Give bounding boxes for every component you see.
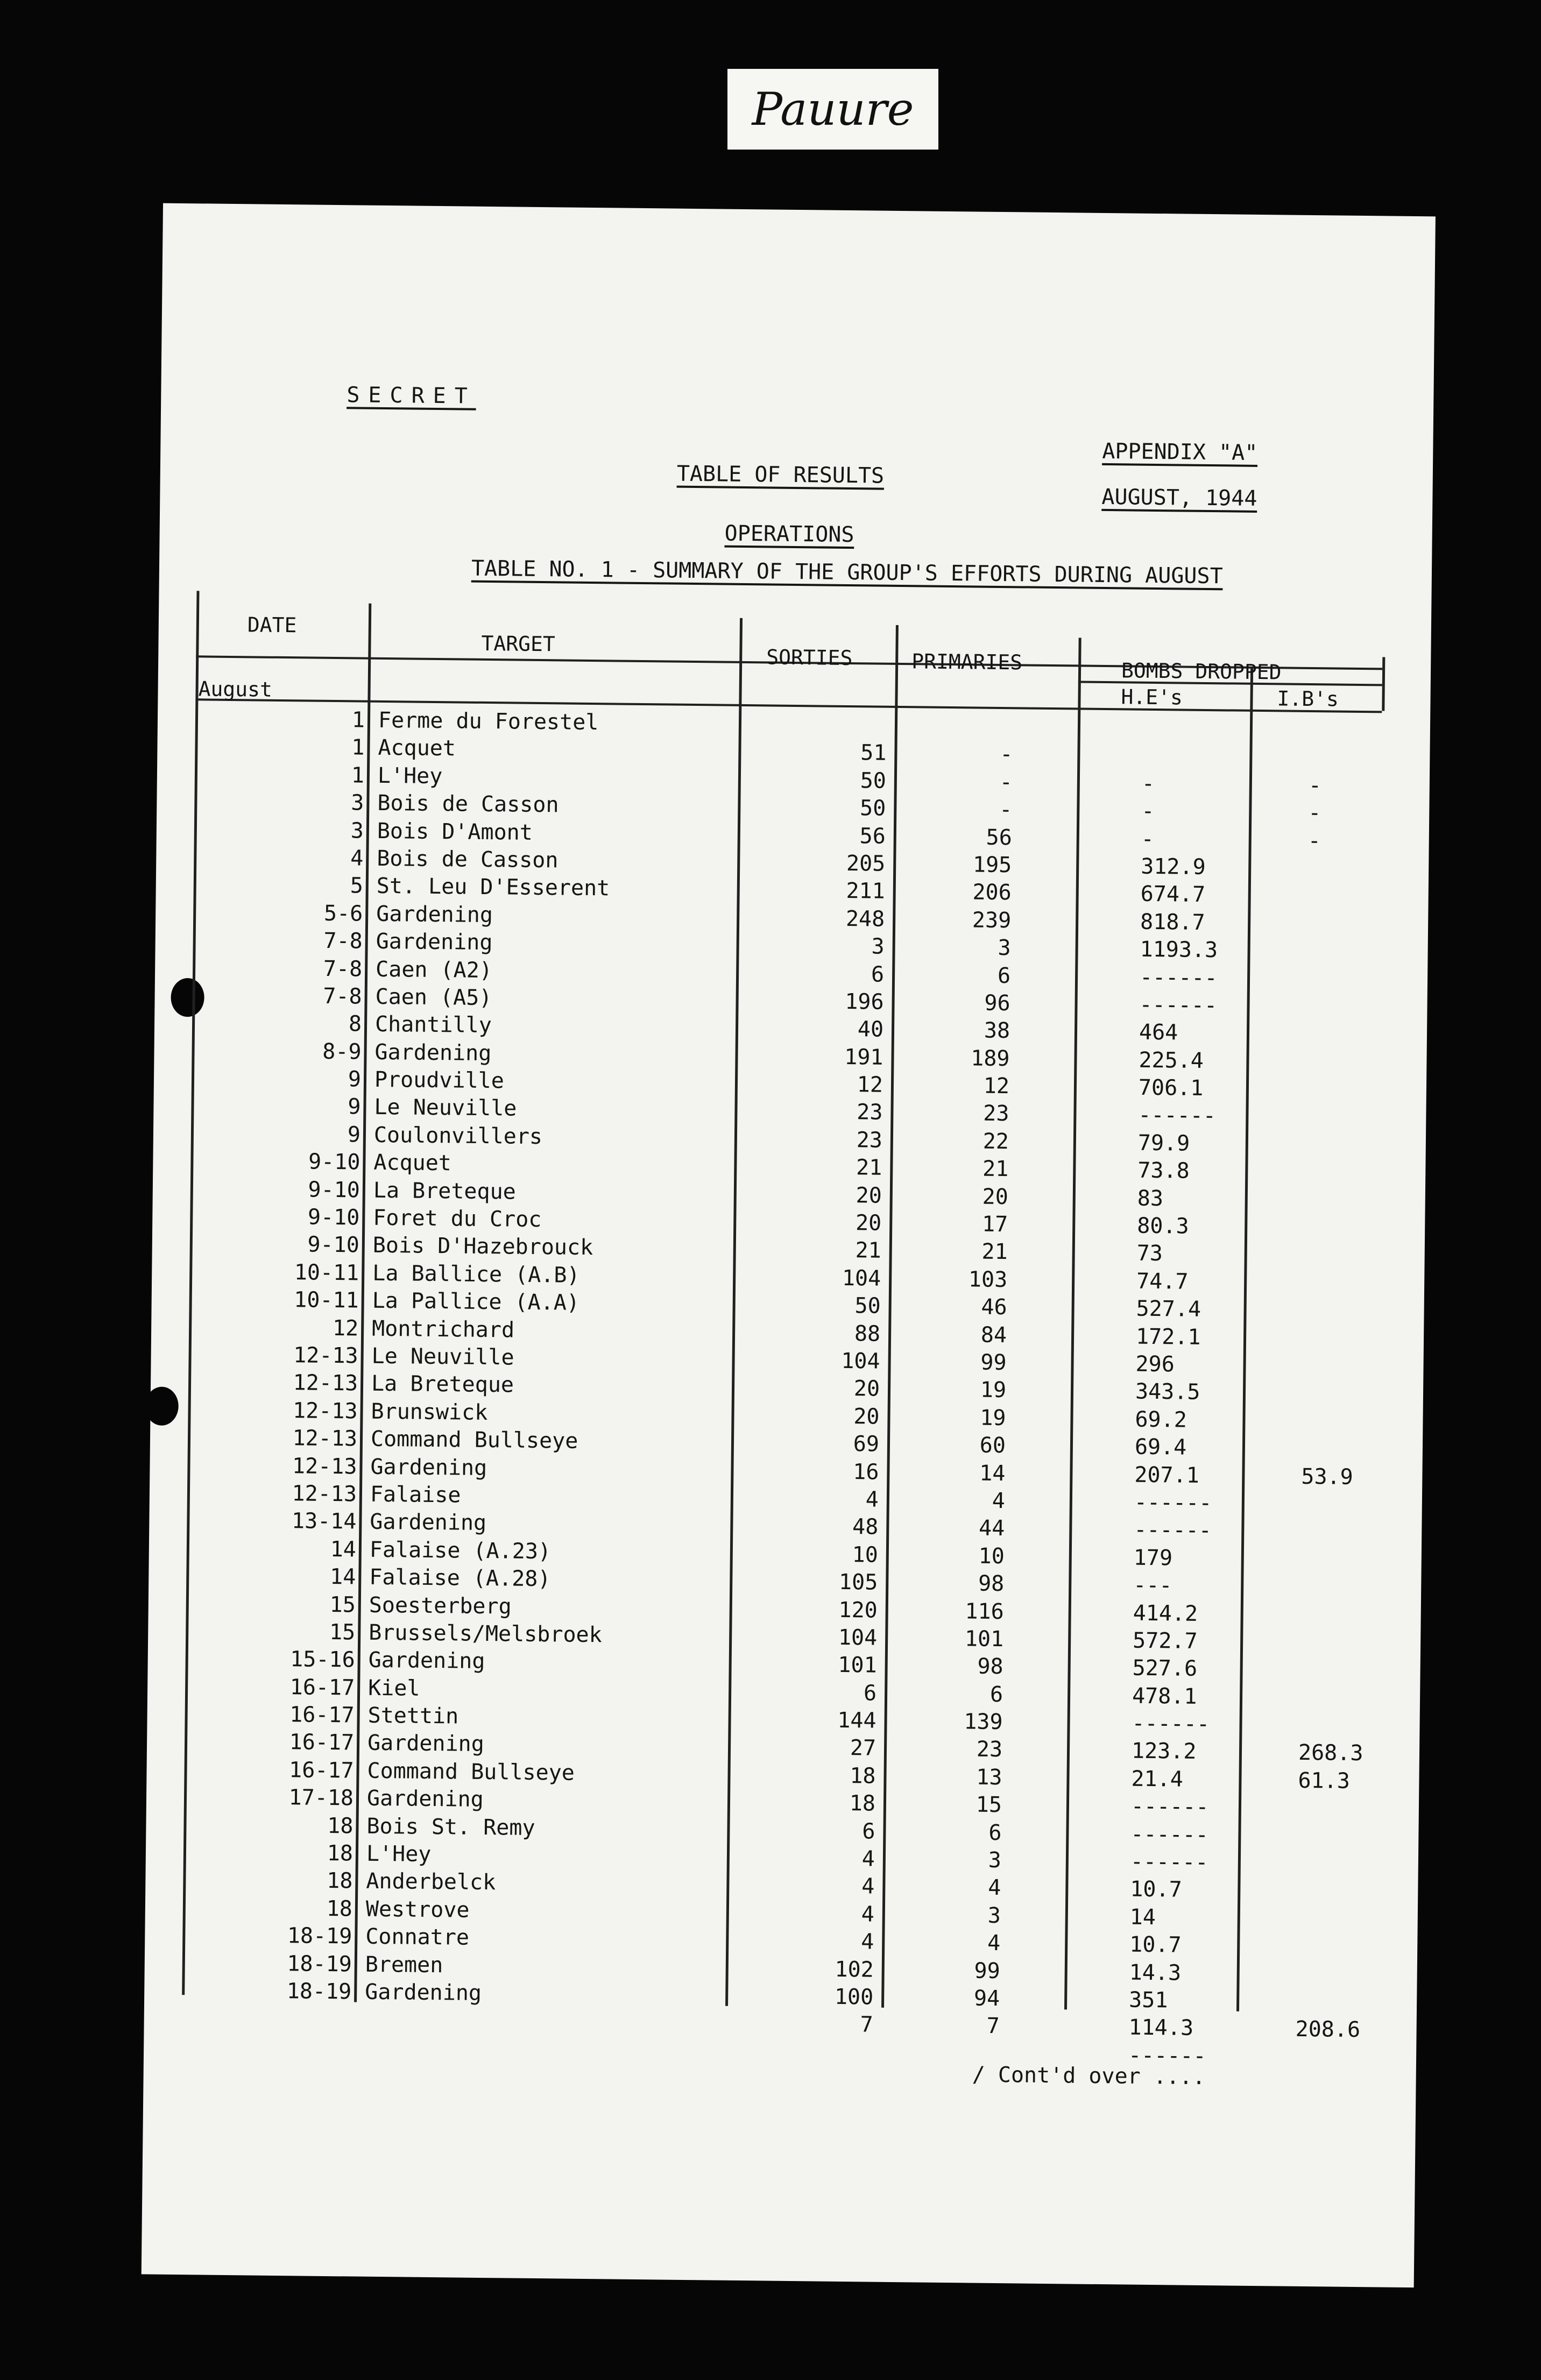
target-cell: Bois D'Amont: [377, 818, 533, 845]
target-cell: Gardening: [366, 1786, 484, 1812]
target-cell: Gardening: [370, 1510, 487, 1536]
primaries-cell: 46: [981, 1294, 1007, 1320]
sorties-cell: 51: [860, 740, 887, 766]
target-cell: Gardening: [374, 1039, 492, 1066]
he-cell: ------: [1132, 1711, 1210, 1737]
primaries-cell: 6: [988, 1820, 1002, 1845]
sorties-cell: 88: [854, 1321, 881, 1347]
sorties-cell: 50: [854, 1293, 881, 1319]
date-cell: 12-13: [292, 1426, 358, 1451]
header-primaries: PRIMARIES: [911, 649, 1023, 675]
sorties-cell: 27: [850, 1736, 876, 1761]
he-cell: 172.1: [1135, 1324, 1201, 1350]
primaries-cell: 3: [998, 936, 1011, 961]
sorties-cell: 21: [855, 1238, 881, 1264]
date-cell: 8: [348, 1011, 362, 1037]
primaries-cell: 103: [968, 1267, 1008, 1292]
he-cell: 674.7: [1140, 882, 1206, 908]
sorties-cell: 16: [853, 1459, 879, 1485]
ib-cell: -: [1308, 773, 1322, 798]
ib-cell: 268.3: [1298, 1740, 1363, 1766]
sorties-cell: 20: [853, 1376, 880, 1402]
ib-cell: 208.6: [1295, 2017, 1361, 2043]
date-cell: 18: [327, 1840, 354, 1866]
sorties-cell: 144: [837, 1708, 876, 1733]
primaries-cell: 239: [972, 908, 1012, 933]
primaries-cell: 139: [964, 1709, 1003, 1735]
primaries-cell: 116: [965, 1598, 1004, 1624]
primaries-cell: 7: [986, 2014, 1000, 2039]
primaries-cell: 23: [976, 1737, 1003, 1762]
date-cell: 14: [329, 1564, 356, 1590]
he-cell: ------: [1134, 1490, 1212, 1516]
target-cell: Le Neuville: [371, 1343, 514, 1370]
target-cell: Command Bullseye: [367, 1758, 575, 1786]
date-cell: 16-17: [288, 1758, 354, 1783]
classification-marking: SECRET: [347, 382, 477, 409]
date-cell: 18: [327, 1813, 354, 1839]
date-cell: 1: [351, 763, 365, 788]
primaries-cell: 19: [980, 1378, 1007, 1403]
date-cell: 18: [327, 1868, 353, 1894]
sorties-cell: 40: [857, 1017, 884, 1043]
target-cell: Montrichard: [371, 1316, 515, 1343]
sorties-cell: 4: [865, 1487, 879, 1512]
table-title: TABLE NO. 1 - SUMMARY OF THE GROUP'S EFFORTS DURING AUGUST: [471, 556, 1223, 589]
sorties-cell: 56: [859, 823, 886, 849]
primaries-cell: 14: [979, 1461, 1006, 1486]
file-tag: [727, 69, 938, 150]
date-cell: 16-17: [289, 1702, 355, 1728]
primaries-cell: -: [999, 769, 1013, 795]
header-ib: I.B's: [1277, 686, 1339, 711]
he-cell: 351: [1128, 1987, 1168, 2013]
target-cell: Connatre: [365, 1924, 470, 1950]
target-cell: Kiel: [367, 1675, 420, 1701]
date-cell: 17-18: [288, 1785, 354, 1811]
month-label: August: [198, 677, 273, 702]
header-he: H.E's: [1121, 685, 1183, 710]
sorties-cell: 10: [852, 1542, 879, 1568]
he-cell: 69.4: [1134, 1434, 1187, 1460]
ib-cell: 61.3: [1298, 1768, 1351, 1794]
date-cell: 15: [329, 1592, 356, 1618]
sorties-cell: 20: [855, 1210, 882, 1236]
table-border-right: [1382, 657, 1385, 711]
date-cell: 7-8: [323, 956, 363, 982]
target-cell: Bois de Casson: [377, 791, 559, 818]
sorties-cell: 100: [834, 1984, 874, 2010]
he-cell: 527.4: [1136, 1296, 1201, 1322]
date-cell: 9-10: [307, 1232, 360, 1258]
date-cell: 18-19: [287, 1923, 352, 1949]
sorties-cell: 23: [856, 1128, 883, 1153]
sorties-cell: 50: [860, 768, 887, 794]
he-cell: 706.1: [1138, 1075, 1204, 1101]
date-cell: 8-9: [322, 1039, 362, 1065]
target-cell: Foret du Croc: [373, 1205, 542, 1232]
he-cell: 1193.3: [1140, 937, 1218, 963]
sorties-cell: 104: [838, 1625, 878, 1651]
document-page: [142, 203, 1436, 2288]
he-cell: 80.3: [1137, 1213, 1189, 1239]
header-sorties: SORTIES: [766, 645, 853, 670]
target-cell: Ferme du Forestel: [378, 707, 599, 735]
sorties-cell: 3: [871, 934, 885, 959]
he-cell: 818.7: [1140, 909, 1205, 935]
target-cell: Command Bullseye: [370, 1426, 578, 1454]
he-cell: ------: [1134, 1517, 1212, 1543]
primaries-cell: 189: [971, 1046, 1010, 1071]
date-cell: 18: [326, 1896, 353, 1922]
primaries-cell: 98: [977, 1654, 1003, 1680]
target-cell: Gardening: [365, 1979, 482, 2006]
primaries-cell: 99: [980, 1350, 1007, 1376]
he-cell: 10.7: [1129, 1932, 1182, 1958]
date-cell: 5-6: [323, 901, 363, 926]
target-cell: Bois de Casson: [377, 846, 559, 873]
he-cell: 73: [1136, 1241, 1163, 1266]
target-cell: Gardening: [367, 1731, 485, 1757]
target-cell: La Breteque: [371, 1371, 514, 1398]
primaries-cell: 21: [982, 1156, 1009, 1182]
he-cell: 14: [1129, 1904, 1156, 1930]
target-cell: L'Hey: [366, 1841, 432, 1867]
target-cell: Bremen: [365, 1952, 443, 1978]
header-date: DATE: [247, 613, 297, 638]
target-cell: La Pallice (A.A): [372, 1288, 580, 1316]
he-cell: 79.9: [1137, 1130, 1190, 1156]
primaries-cell: 21: [981, 1239, 1008, 1265]
primaries-cell: 6: [989, 1682, 1003, 1707]
target-cell: Brunswick: [371, 1399, 488, 1425]
he-cell: 414.2: [1133, 1600, 1198, 1626]
target-cell: Chantilly: [374, 1012, 492, 1038]
he-cell: 312.9: [1141, 854, 1206, 880]
target-cell: La Breteque: [373, 1178, 517, 1205]
sorties-cell: 6: [863, 1681, 877, 1706]
primaries-cell: 195: [972, 852, 1012, 878]
primaries-cell: 17: [981, 1212, 1008, 1237]
primaries-cell: 4: [987, 1931, 1001, 1956]
primaries-cell: 3: [987, 1903, 1001, 1928]
target-cell: Gardening: [376, 929, 493, 955]
header-target: TARGET: [481, 631, 556, 656]
date-cell: 18-19: [286, 1979, 352, 2004]
date-cell: 18-19: [287, 1951, 352, 1977]
date-cell: 15-16: [290, 1647, 355, 1673]
target-cell: Bois D'Hazebrouck: [372, 1233, 593, 1260]
sorties-cell: 18: [850, 1763, 876, 1789]
sorties-cell: 4: [861, 1874, 875, 1900]
he-cell: 14.3: [1129, 1960, 1182, 1986]
primaries-cell: 22: [982, 1129, 1009, 1154]
target-cell: Falaise: [370, 1482, 461, 1508]
date-cell: 14: [330, 1536, 357, 1562]
target-cell: L'Hey: [377, 763, 443, 789]
primaries-cell: 10: [978, 1543, 1005, 1569]
he-cell: 296: [1135, 1351, 1175, 1377]
target-cell: Brussels/Melsbroek: [369, 1620, 602, 1648]
primaries-cell: 56: [986, 825, 1013, 850]
primaries-cell: 206: [972, 880, 1012, 905]
date-cell: 9-10: [307, 1205, 360, 1230]
date-cell: 7-8: [323, 928, 363, 954]
sorties-cell: 102: [835, 1957, 874, 1982]
date-cell: 15: [329, 1619, 356, 1645]
target-cell: Gardening: [376, 901, 493, 927]
sorties-cell: 248: [845, 906, 885, 932]
sorties-cell: 48: [852, 1514, 879, 1540]
primaries-cell: 101: [964, 1626, 1004, 1652]
target-cell: La Ballice (A.B): [372, 1260, 580, 1288]
date-cell: 9: [347, 1122, 361, 1148]
date-cell: 5: [350, 873, 364, 898]
he-cell: -: [1141, 798, 1155, 824]
primaries-cell: -: [1000, 742, 1013, 767]
date-cell: 12-13: [292, 1481, 357, 1507]
primaries-cell: 23: [983, 1101, 1009, 1127]
target-cell: St. Leu D'Esserent: [376, 874, 610, 901]
target-cell: Westrove: [365, 1896, 470, 1923]
date-cell: 1: [351, 735, 365, 760]
he-cell: ------: [1128, 2043, 1206, 2069]
he-cell: 83: [1137, 1186, 1164, 1211]
primaries-cell: 4: [988, 1875, 1001, 1901]
primaries-cell: 96: [984, 990, 1010, 1016]
date-cell: 12-13: [293, 1370, 358, 1396]
primaries-cell: 94: [973, 1986, 1000, 2011]
primaries-cell: 60: [979, 1433, 1006, 1458]
primaries-cell: 19: [980, 1405, 1006, 1430]
sorties-cell: 211: [846, 879, 885, 904]
primaries-cell: -: [999, 797, 1013, 823]
he-cell: -: [1141, 826, 1155, 852]
primaries-cell: 13: [976, 1765, 1002, 1790]
he-cell: 73.8: [1137, 1158, 1190, 1184]
sorties-cell: 196: [845, 989, 884, 1015]
ib-cell: -: [1307, 828, 1321, 853]
he-cell: 572.7: [1132, 1628, 1198, 1654]
sorties-cell: 191: [844, 1044, 883, 1070]
target-cell: Gardening: [370, 1454, 487, 1481]
date-cell: 10-11: [294, 1260, 359, 1286]
sorties-cell: 6: [862, 1819, 875, 1844]
ib-cell: -: [1308, 801, 1321, 826]
primaries-cell: 84: [980, 1322, 1007, 1348]
primaries-cell: 99: [974, 1958, 1000, 1984]
sorties-cell: 6: [871, 961, 885, 987]
he-cell: 207.1: [1134, 1462, 1200, 1488]
he-cell: 225.4: [1139, 1047, 1204, 1073]
sorties-cell: 101: [838, 1653, 877, 1678]
primaries-cell: 20: [982, 1184, 1009, 1209]
date-cell: 13-14: [291, 1508, 357, 1534]
he-cell: ---: [1133, 1572, 1172, 1598]
sorties-cell: 104: [841, 1348, 880, 1374]
target-cell: Le Neuville: [374, 1095, 517, 1122]
target-cell: Anderbelck: [366, 1869, 496, 1895]
he-cell: 123.2: [1131, 1739, 1197, 1765]
he-cell: ------: [1130, 1822, 1209, 1847]
he-cell: ------: [1138, 1103, 1217, 1129]
he-cell: 478.1: [1132, 1683, 1197, 1709]
file-tag-label: Pauure: [752, 83, 914, 136]
sorties-cell: 4: [860, 1929, 874, 1954]
primaries-cell: 12: [983, 1073, 1010, 1099]
he-cell: 10.7: [1130, 1877, 1182, 1903]
he-cell: 21.4: [1131, 1766, 1184, 1792]
he-cell: ------: [1130, 1794, 1209, 1820]
target-cell: Stettin: [367, 1703, 459, 1729]
sorties-cell: 104: [842, 1265, 881, 1291]
date-cell: 7-8: [323, 983, 362, 1009]
date-cell: 9-10: [308, 1149, 360, 1175]
primaries-cell: 6: [997, 963, 1011, 988]
target-cell: Falaise (A.28): [369, 1564, 551, 1592]
primaries-cell: 15: [976, 1792, 1002, 1818]
he-cell: 527.6: [1132, 1655, 1198, 1682]
target-cell: Caen (A2): [375, 957, 493, 983]
period-label: AUGUST, 1944: [1101, 484, 1257, 511]
sorties-cell: 4: [861, 1846, 875, 1872]
sorties-cell: 50: [859, 796, 886, 821]
date-cell: 10-11: [294, 1287, 359, 1313]
sorties-cell: 205: [846, 851, 886, 876]
he-cell: ------: [1139, 992, 1218, 1018]
sorties-cell: 105: [838, 1570, 878, 1595]
date-cell: 3: [351, 790, 364, 816]
date-cell: 16-17: [289, 1674, 355, 1701]
target-cell: Falaise (A.23): [369, 1537, 552, 1564]
section-label: OPERATIONS: [724, 521, 854, 548]
sorties-cell: 4: [861, 1902, 875, 1927]
date-cell: 9: [348, 1094, 361, 1120]
target-cell: Bois St. Remy: [366, 1814, 535, 1840]
he-cell: 74.7: [1136, 1269, 1189, 1294]
primaries-cell: 98: [978, 1571, 1005, 1597]
date-cell: 4: [350, 846, 364, 871]
target-cell: Acquet: [378, 735, 456, 761]
he-cell: ------: [1130, 1849, 1208, 1875]
document-title: TABLE OF RESULTS: [676, 461, 885, 488]
sorties-cell: 120: [838, 1597, 878, 1623]
he-cell: 179: [1133, 1545, 1173, 1571]
date-cell: 1: [351, 707, 365, 733]
appendix-label: APPENDIX "A": [1102, 438, 1258, 465]
target-cell: Acquet: [373, 1150, 452, 1176]
sorties-cell: 7: [860, 2012, 873, 2037]
sorties-cell: 23: [857, 1100, 883, 1125]
primaries-cell: 3: [988, 1847, 1002, 1873]
he-cell: 464: [1139, 1019, 1178, 1045]
date-cell: 9-10: [308, 1177, 360, 1203]
he-cell: 114.3: [1128, 2015, 1194, 2041]
sorties-cell: 20: [856, 1182, 882, 1208]
he-cell: 69.2: [1135, 1407, 1187, 1433]
primaries-cell: 4: [992, 1488, 1006, 1514]
table-body: [187, 704, 1384, 2071]
sorties-cell: 12: [857, 1072, 883, 1097]
target-cell: Coulonvillers: [373, 1122, 543, 1149]
primaries-cell: 44: [978, 1515, 1005, 1541]
continuation-note: / Cont'd over ....: [972, 2062, 1206, 2090]
target-cell: Soesterberg: [369, 1592, 512, 1619]
date-cell: 9: [348, 1067, 362, 1092]
punch-hole-bottom: [145, 1386, 179, 1426]
date-cell: 12-13: [292, 1453, 357, 1479]
ib-cell: 53.9: [1301, 1464, 1353, 1490]
he-cell: ------: [1139, 965, 1218, 990]
sorties-cell: 18: [849, 1791, 876, 1816]
he-cell: 343.5: [1135, 1379, 1200, 1405]
date-cell: 3: [350, 818, 364, 844]
header-bombs-dropped: BOMBS DROPPED: [1121, 658, 1282, 684]
target-cell: Proudville: [374, 1067, 505, 1094]
date-cell: 16-17: [289, 1730, 355, 1755]
primaries-cell: 38: [984, 1018, 1010, 1044]
sorties-cell: 69: [853, 1432, 880, 1457]
date-cell: 12: [332, 1315, 359, 1341]
he-cell: -: [1141, 771, 1155, 796]
date-cell: 12-13: [293, 1343, 358, 1369]
date-cell: 12-13: [292, 1398, 358, 1424]
target-cell: Gardening: [368, 1648, 485, 1674]
sorties-cell: 21: [856, 1155, 882, 1180]
sorties-cell: 20: [853, 1404, 880, 1429]
target-cell: Caen (A5): [375, 984, 492, 1011]
